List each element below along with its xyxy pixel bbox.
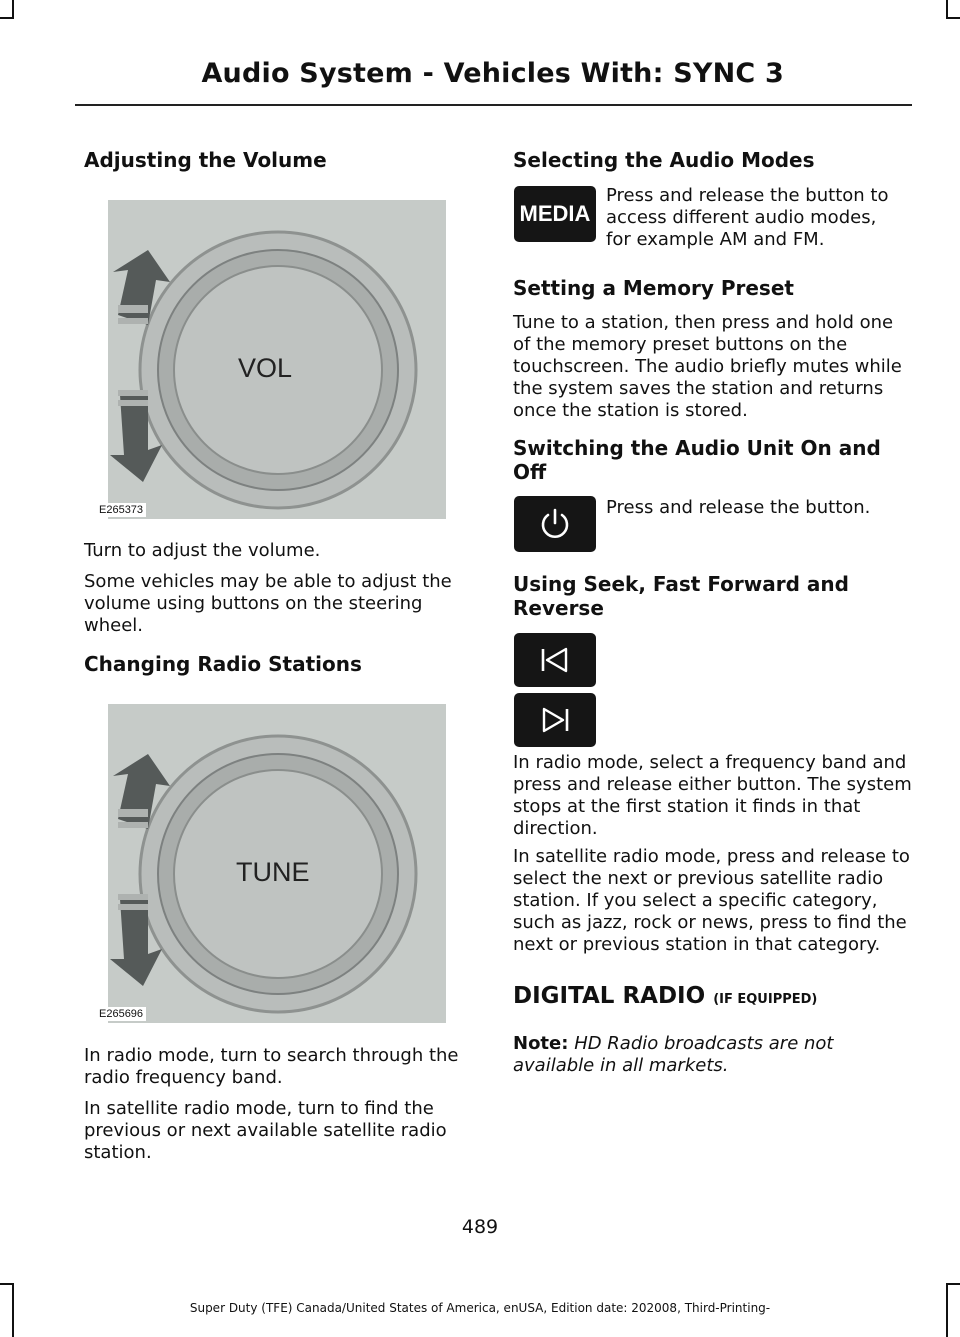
note-paragraph	[513, 1033, 893, 1077]
crop-mark	[946, 17, 960, 19]
seek-forward-button-icon	[514, 693, 596, 747]
modes-text: Press and release the button to access different audio modes, for example AM and FM.	[606, 185, 889, 250]
modes-heading: Selecting the Audio Modes	[513, 148, 815, 172]
power-heading: Switching the Audio Unit On and Off	[513, 436, 881, 484]
radio-paragraph-1: In radio mode, turn to search through the radio frequency band.	[84, 1045, 459, 1088]
tune-label: TUNE	[236, 857, 310, 887]
volume-paragraph-1: Turn to adjust the volume.	[84, 540, 321, 561]
power-button-icon	[514, 496, 596, 552]
volume-figure	[99, 200, 446, 519]
volume-heading: Adjusting the Volume	[84, 148, 327, 172]
volume-paragraph-2: Some vehicles may be able to adjust the volume using buttons on the steering wheel.	[84, 571, 452, 636]
note-label: Note:	[513, 1033, 569, 1054]
digital-radio-suffix: (IF EQUIPPED)	[713, 992, 818, 1007]
figure-code: E265373	[96, 503, 146, 517]
crop-mark	[12, 0, 14, 17]
page-title: Audio System - Vehicles With: SYNC 3	[201, 58, 784, 89]
power-text: Press and release the button.	[606, 497, 871, 518]
digital-radio-heading	[513, 984, 817, 1012]
tune-figure	[99, 704, 446, 1023]
media-button-label: MEDIA	[519, 201, 591, 226]
edition-note: Super Duty (TFE) Canada/United States of America, enUSA, Edition date: 202008, Third-Printing-	[189, 1301, 771, 1315]
media-button-icon	[514, 186, 596, 242]
crop-mark	[946, 1283, 960, 1285]
seek-heading: Using Seek, Fast Forward and Reverse	[513, 572, 849, 620]
seek-paragraph-1: In radio mode, select a frequency band and press and release either button. The system stops at the first station it finds in that direction.	[513, 752, 912, 839]
seek-back-icon	[538, 646, 572, 674]
radio-heading: Changing Radio Stations	[84, 652, 362, 676]
crop-mark	[0, 17, 14, 19]
seek-paragraph-2: In satellite radio mode, press and release to select the next or previous satellite radio station. If you select a specific category, such as jazz, rock or news, press to find the next or previous station in that category.	[513, 846, 910, 955]
crop-mark	[0, 1283, 14, 1285]
radio-paragraph-2: In satellite radio mode, turn to find the previous or next available satellite radio station.	[84, 1098, 447, 1163]
preset-text: Tune to a station, then press and hold one of the memory preset buttons on the touchscreen. The audio briefly mutes while the system saves the station and returns once the station is stored.	[513, 312, 902, 421]
crop-mark	[946, 0, 948, 17]
preset-heading: Setting a Memory Preset	[513, 276, 794, 300]
header-rule	[75, 104, 912, 106]
power-icon	[537, 506, 573, 542]
seek-forward-icon	[538, 706, 572, 734]
seek-back-button-icon	[514, 633, 596, 687]
note-text: HD Radio broadcasts are not available in all markets.	[513, 1033, 834, 1076]
page-number: 489	[461, 1216, 499, 1238]
digital-radio-title: DIGITAL RADIO	[513, 983, 706, 1009]
vol-label: VOL	[238, 353, 293, 383]
figure-code: E265696	[96, 1007, 146, 1021]
